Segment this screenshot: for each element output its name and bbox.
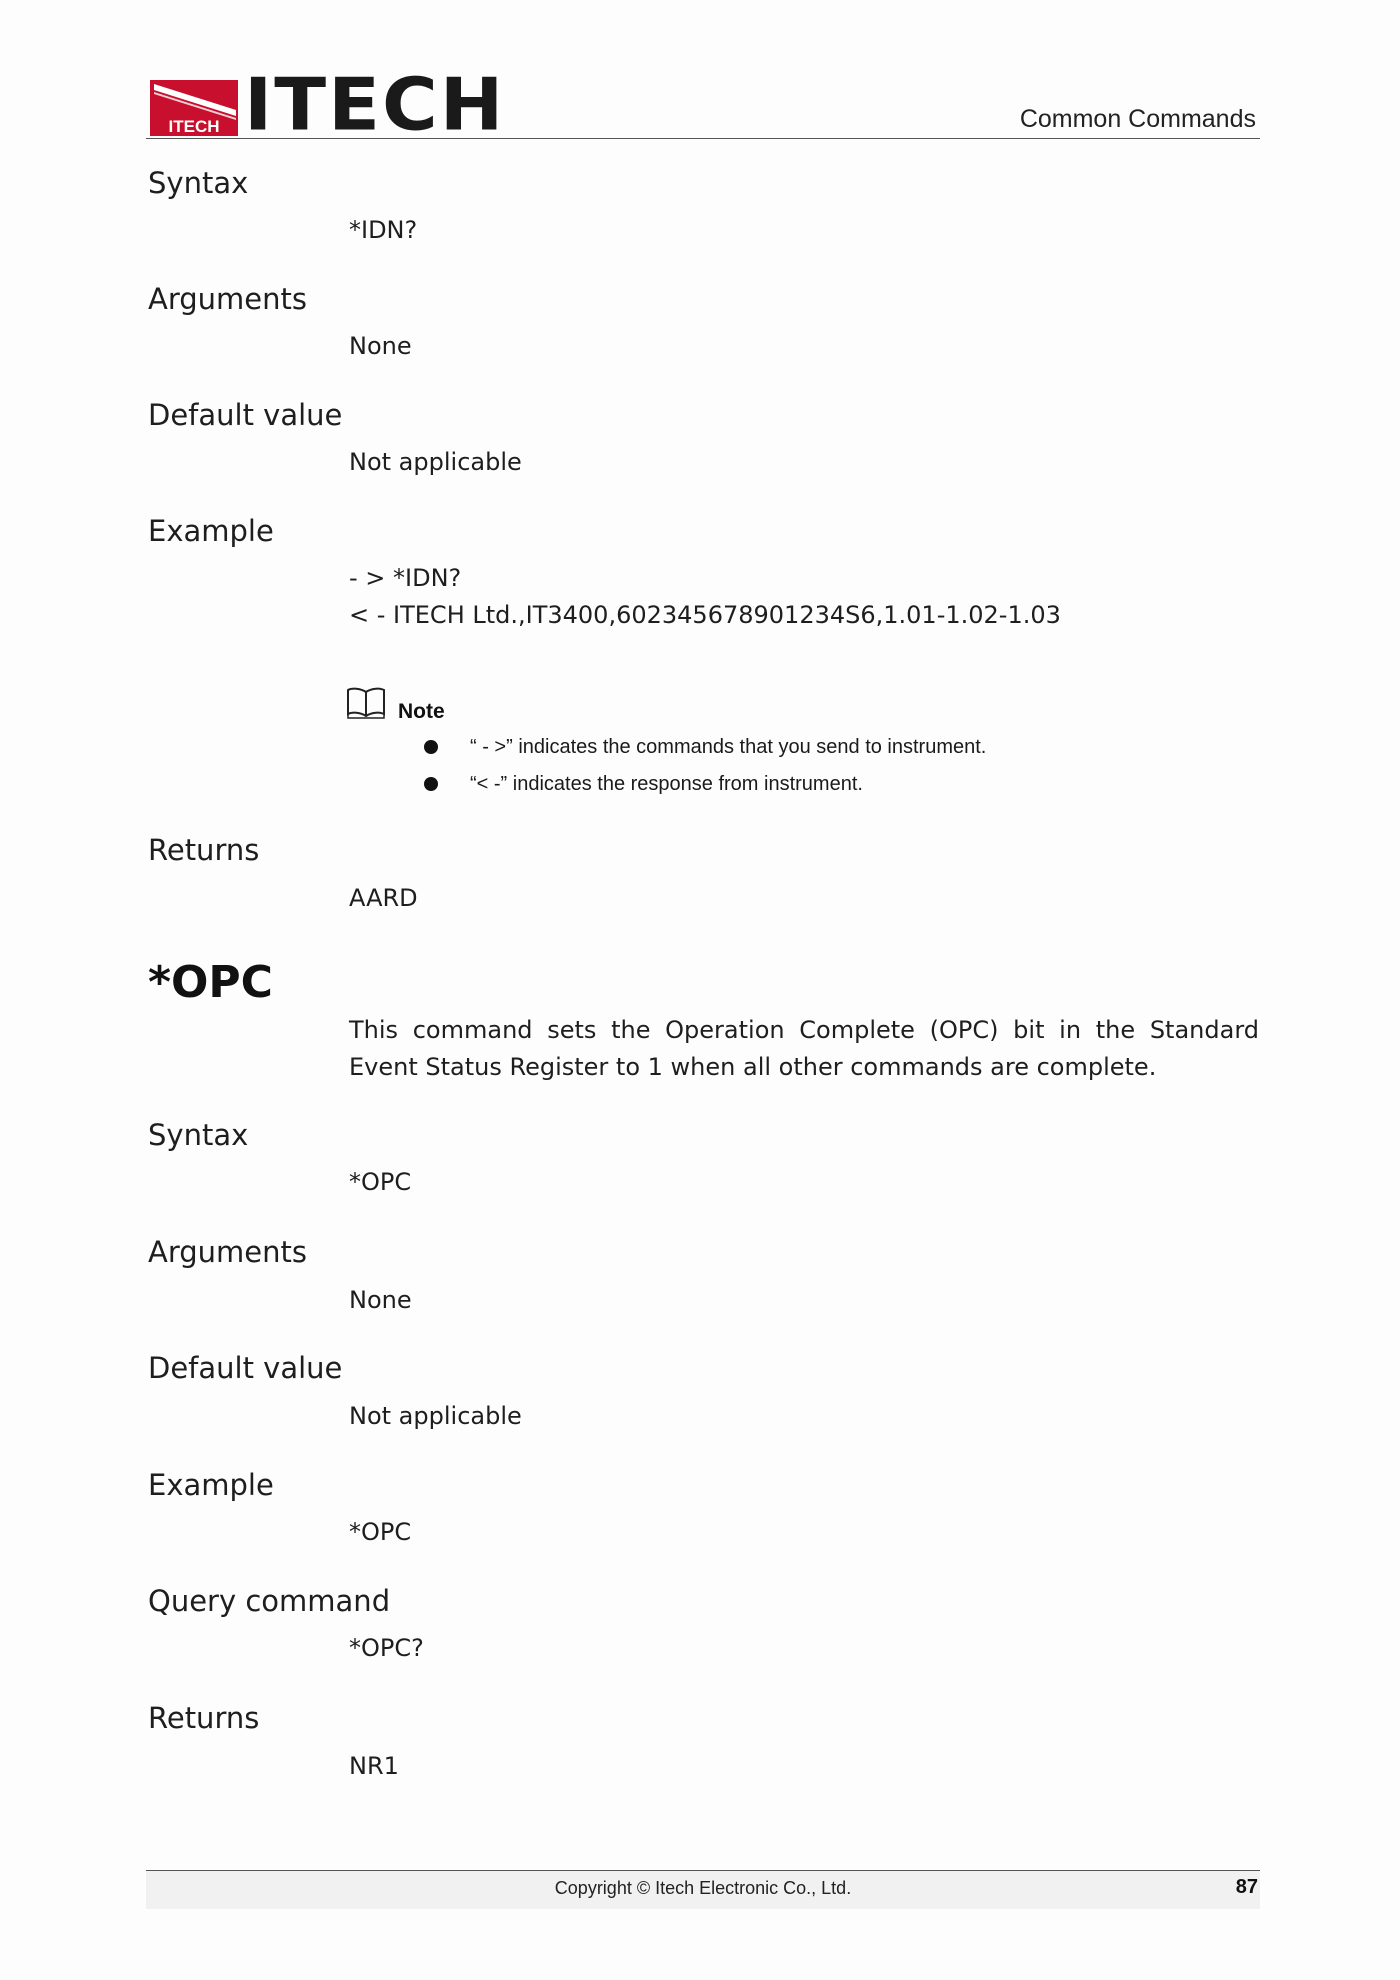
idn-example-line-2: < - ITECH Ltd.,IT3400,602345678901234S6,1.01-1.02-1.03 xyxy=(349,601,1061,629)
note-item-2: “< -” indicates the response from instrument. xyxy=(470,773,863,795)
idn-returns-value: AARD xyxy=(349,884,418,912)
note-bullet-1 xyxy=(424,740,438,754)
idn-arguments-value: None xyxy=(349,332,412,360)
opc-arguments-heading: Arguments xyxy=(148,1235,307,1269)
opc-default-value: Not applicable xyxy=(349,1402,522,1430)
opc-description: This command sets the Operation Complete (OPC) bit in the Standard Event Status Register to 1 when all other commands are complete. xyxy=(349,1016,1259,1081)
svg-text:ITECH: ITECH xyxy=(168,117,220,136)
itech-logo xyxy=(150,62,506,147)
itech-logo-mark-icon xyxy=(150,80,238,136)
opc-command-title: *OPC xyxy=(148,957,273,1008)
idn-example-heading: Example xyxy=(148,514,274,548)
idn-example-line-1: - > *IDN? xyxy=(349,564,462,592)
book-icon xyxy=(346,686,386,720)
opc-query-value: *OPC? xyxy=(349,1634,424,1662)
opc-syntax-heading: Syntax xyxy=(148,1118,249,1152)
page-number: 87 xyxy=(1235,1876,1258,1898)
opc-returns-value: NR1 xyxy=(349,1752,399,1780)
opc-arguments-value: None xyxy=(349,1286,412,1314)
page-footer xyxy=(146,1870,1260,1909)
note-label: Note xyxy=(398,700,445,723)
opc-example-heading: Example xyxy=(148,1468,274,1502)
idn-syntax-heading: Syntax xyxy=(148,166,249,200)
note-item-1: “ - >” indicates the commands that you send to instrument. xyxy=(470,736,987,758)
idn-syntax-value: *IDN? xyxy=(349,216,418,244)
copyright-text: Copyright © Itech Electronic Co., Ltd. xyxy=(554,1878,852,1898)
page-header xyxy=(146,62,1260,147)
opc-query-heading: Query command xyxy=(148,1584,391,1618)
logo-wordmark: ITECH xyxy=(244,62,506,147)
section-title: Common Commands xyxy=(1019,105,1256,133)
note-bullet-2 xyxy=(424,777,438,791)
opc-returns-heading: Returns xyxy=(148,1701,260,1735)
opc-syntax-value: *OPC xyxy=(349,1168,412,1196)
idn-returns-heading: Returns xyxy=(148,833,260,867)
opc-default-heading: Default value xyxy=(148,1351,343,1385)
idn-arguments-heading: Arguments xyxy=(148,282,307,316)
idn-default-heading: Default value xyxy=(148,398,343,432)
idn-default-value: Not applicable xyxy=(349,448,522,476)
opc-example-value: *OPC xyxy=(349,1518,412,1546)
